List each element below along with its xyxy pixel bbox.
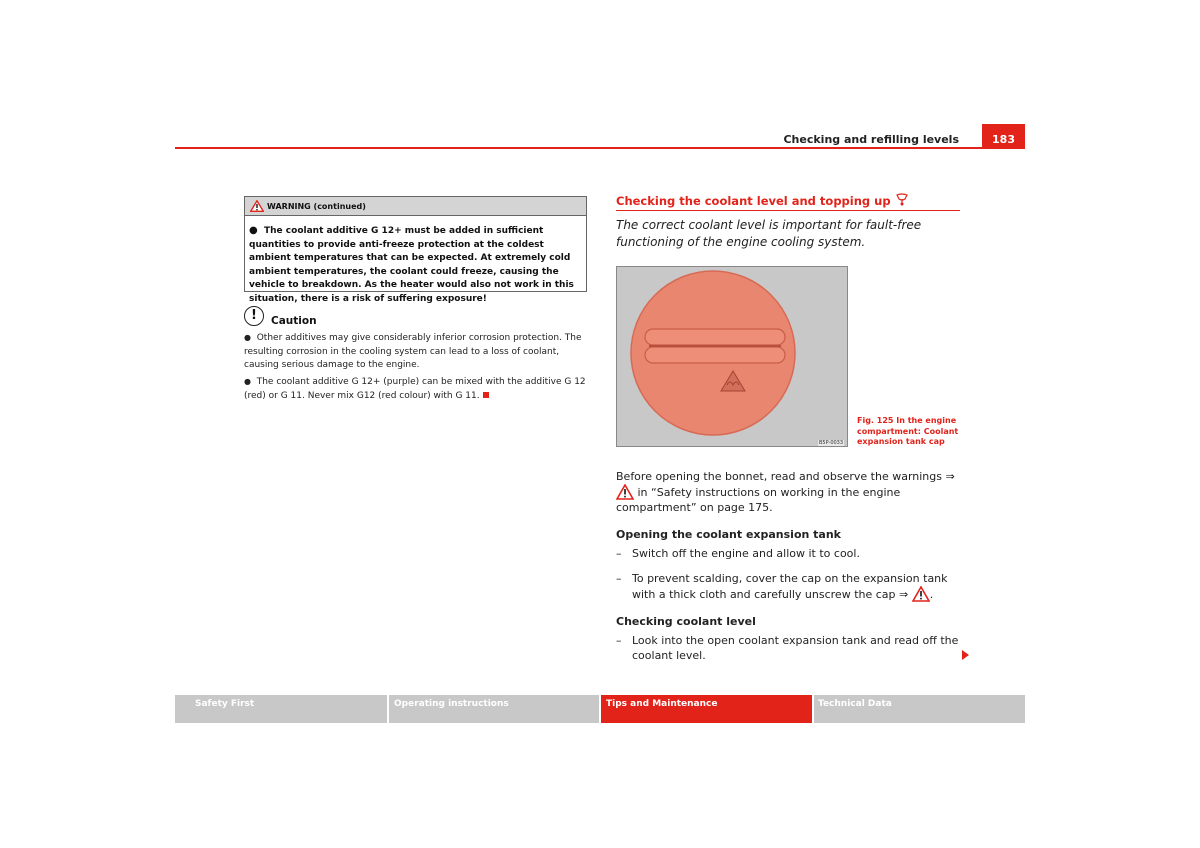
- warning-text-block: [249, 224, 583, 306]
- step-item: [616, 571, 962, 602]
- continue-arrow-icon: [962, 650, 969, 660]
- section-title-text: Checking the coolant level and topping up: [616, 194, 891, 208]
- caution-exclamation-icon: !: [244, 306, 264, 326]
- section-title: [616, 193, 909, 208]
- caution-item-text: The coolant additive G 12+ (purple) can be mixed with the additive G 12 (red) or G 11. Never mix G12 (red colour) with G 11.: [244, 377, 586, 401]
- dash-marker: –: [616, 547, 622, 560]
- dash-marker: –: [616, 572, 622, 585]
- section-rule: [616, 210, 960, 211]
- step-item: [616, 633, 962, 663]
- warning-heading: WARNING (continued): [267, 202, 366, 211]
- warning-triangle-icon: [616, 484, 634, 500]
- figure-coolant-cap: [616, 266, 848, 447]
- para-text: “Safety instructions on working in the engine compartment” on page 175.: [616, 486, 901, 514]
- subheading-opening: Opening the coolant expansion tank: [616, 528, 841, 541]
- caution-item: [244, 375, 589, 403]
- caution-item-text: Other additives may give considerably inferior corrosion protection. The resulting corrosion in the cooling system can lead to a loss of coolant, causing serious damage to the engine.: [244, 333, 582, 370]
- subheading-checking: Checking coolant level: [616, 615, 756, 628]
- warning-box: [244, 196, 587, 304]
- para-text: in: [634, 486, 648, 499]
- warning-header: [245, 197, 586, 216]
- step-text-part: .: [929, 588, 934, 601]
- coolant-symbol-icon: [895, 193, 909, 206]
- footer-tab-tips-and-maintenance[interactable]: Tips and Maintenance: [601, 695, 812, 723]
- end-of-section-marker-icon: [483, 392, 489, 398]
- step-text: Look into the open coolant expansion tank and read off the coolant level.: [632, 634, 959, 662]
- footer-tab-technical-data[interactable]: Technical Data: [814, 695, 1025, 723]
- caution-item: [244, 331, 589, 373]
- running-header-title: Checking and refilling levels: [783, 133, 959, 146]
- dash-marker: –: [616, 634, 622, 647]
- figure-code: B5P-0033: [819, 440, 844, 446]
- intro-paragraph: [616, 469, 962, 515]
- bullet-icon: ●: [249, 225, 258, 236]
- step-text: [632, 571, 962, 602]
- page-number: 183: [982, 124, 1025, 148]
- warning-triangle-icon: [250, 200, 264, 212]
- step-text-part: To prevent scalding, cover the cap on the expansion tank with a thick cloth and carefully unscrew the cap ⇒: [632, 572, 948, 601]
- footer-tab-safety-first[interactable]: Safety First: [175, 695, 387, 723]
- warning-triangle-icon: [912, 586, 930, 602]
- footer-tab-operating-instructions[interactable]: Operating instructions: [389, 695, 599, 723]
- bullet-icon: ●: [244, 377, 251, 386]
- step-text: Switch off the engine and allow it to cool.: [632, 547, 860, 560]
- step-item: [616, 546, 962, 561]
- warning-text: The coolant additive G 12+ must be added in sufficient quantities to provide anti-freeze protection at the coldest ambient temperatures that can be expected. At extremely cold ambient temperatures, the coolant could freeze, causing the vehicle to breakdown. As the heater would also not work in this situation, there is a risk of suffering exposure!: [249, 226, 574, 304]
- section-intro: The correct coolant level is important for fault-free functioning of the engine cooling system.: [616, 218, 922, 249]
- header-rule: [175, 147, 1025, 149]
- coolant-cap-illustration: [617, 267, 847, 446]
- figure-caption: Fig. 125 In the engine compartment: Coolant expansion tank cap: [857, 416, 959, 446]
- para-text: Before opening the bonnet, read and observe the warnings ⇒: [616, 470, 955, 483]
- bullet-icon: ●: [244, 333, 251, 342]
- caution-title: Caution: [271, 315, 317, 327]
